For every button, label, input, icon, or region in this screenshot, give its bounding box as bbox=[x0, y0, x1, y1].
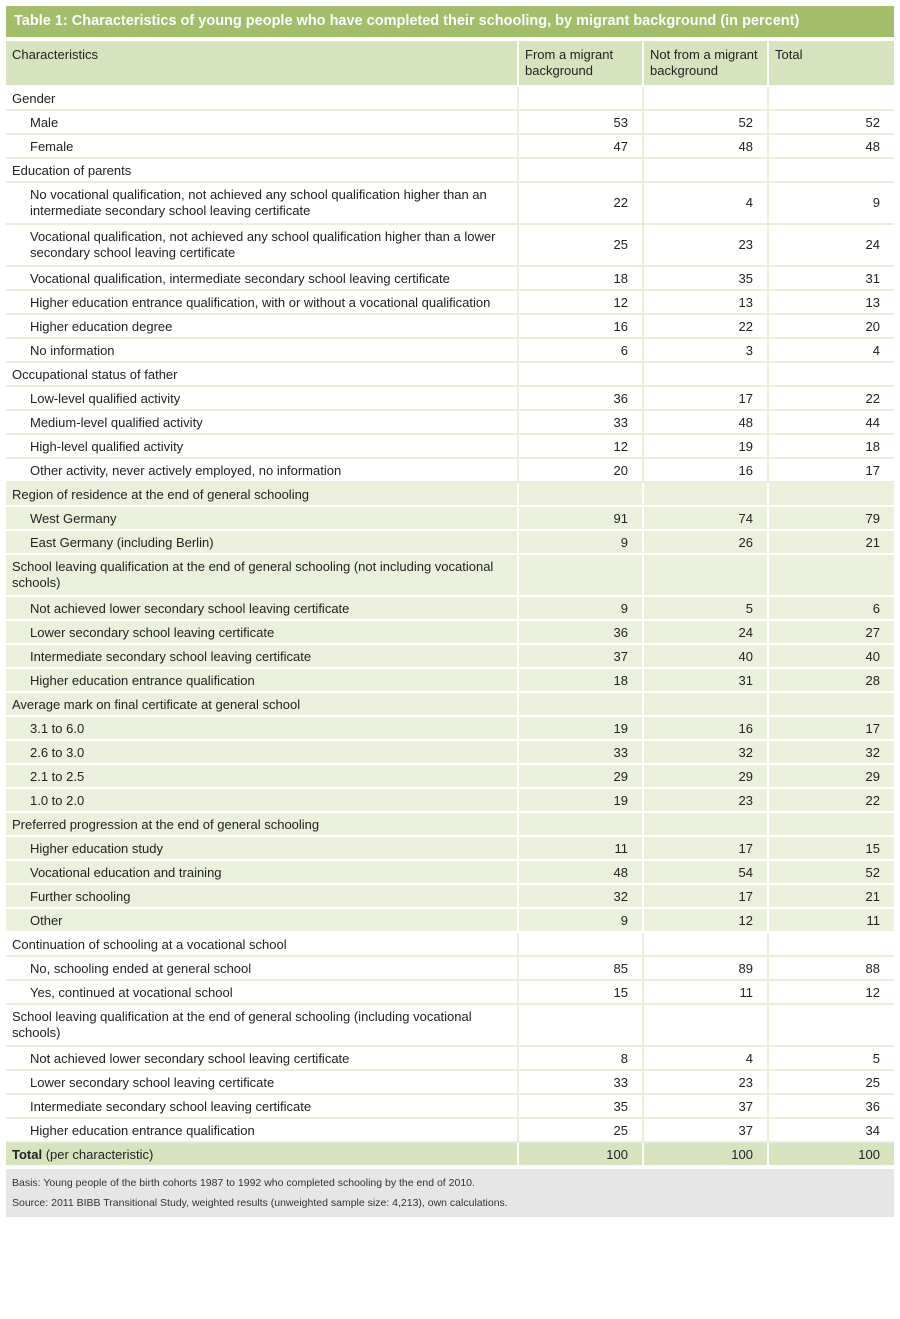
value-total: 52 bbox=[769, 861, 894, 885]
table-row bbox=[6, 459, 894, 483]
row-label: Female bbox=[6, 135, 519, 159]
table-row bbox=[6, 957, 894, 981]
value-total: 31 bbox=[769, 267, 894, 291]
value-non-migrant: 35 bbox=[644, 267, 769, 291]
value-total: 36 bbox=[769, 1095, 894, 1119]
value-migrant bbox=[519, 87, 644, 111]
value-migrant: 25 bbox=[519, 1119, 644, 1143]
value-non-migrant: 23 bbox=[644, 1071, 769, 1095]
table-row bbox=[6, 597, 894, 621]
total-migrant: 100 bbox=[519, 1143, 644, 1167]
value-total: 15 bbox=[769, 837, 894, 861]
value-migrant: 8 bbox=[519, 1047, 644, 1071]
value-migrant: 85 bbox=[519, 957, 644, 981]
value-total: 34 bbox=[769, 1119, 894, 1143]
total-total: 100 bbox=[769, 1143, 894, 1167]
value-total: 17 bbox=[769, 459, 894, 483]
value-migrant: 48 bbox=[519, 861, 644, 885]
value-non-migrant: 52 bbox=[644, 111, 769, 135]
row-label: Medium-level qualified activity bbox=[6, 411, 519, 435]
value-non-migrant: 3 bbox=[644, 339, 769, 363]
row-label: Further schooling bbox=[6, 885, 519, 909]
value-total: 21 bbox=[769, 531, 894, 555]
value-non-migrant: 32 bbox=[644, 741, 769, 765]
table-row bbox=[6, 1071, 894, 1095]
value-non-migrant: 24 bbox=[644, 621, 769, 645]
value-total: 22 bbox=[769, 789, 894, 813]
value-migrant: 16 bbox=[519, 315, 644, 339]
value-migrant bbox=[519, 1005, 644, 1047]
row-label: Yes, continued at vocational school bbox=[6, 981, 519, 1005]
row-label: 3.1 to 6.0 bbox=[6, 717, 519, 741]
total-non-migrant: 100 bbox=[644, 1143, 769, 1167]
value-non-migrant bbox=[644, 159, 769, 183]
value-non-migrant: 31 bbox=[644, 669, 769, 693]
group-row bbox=[6, 363, 894, 387]
value-migrant: 9 bbox=[519, 597, 644, 621]
header-characteristics: Characteristics bbox=[6, 41, 519, 87]
table-row bbox=[6, 861, 894, 885]
value-non-migrant: 4 bbox=[644, 1047, 769, 1071]
table-row bbox=[6, 645, 894, 669]
value-migrant: 25 bbox=[519, 225, 644, 267]
table-row bbox=[6, 621, 894, 645]
row-label: Higher education entrance qualification bbox=[6, 1119, 519, 1143]
group-label: Continuation of schooling at a vocational school bbox=[6, 933, 519, 957]
value-non-migrant: 17 bbox=[644, 387, 769, 411]
value-non-migrant: 48 bbox=[644, 135, 769, 159]
value-non-migrant bbox=[644, 483, 769, 507]
value-non-migrant bbox=[644, 693, 769, 717]
value-non-migrant: 19 bbox=[644, 435, 769, 459]
value-non-migrant: 37 bbox=[644, 1095, 769, 1119]
value-total: 17 bbox=[769, 717, 894, 741]
value-non-migrant bbox=[644, 87, 769, 111]
characteristics-table bbox=[6, 41, 894, 1167]
table-row bbox=[6, 435, 894, 459]
table-title: Table 1: Characteristics of young people who have completed their schooling, by migrant background (in percent) bbox=[6, 6, 894, 37]
header-total: Total bbox=[769, 41, 894, 87]
value-migrant: 12 bbox=[519, 435, 644, 459]
value-non-migrant: 17 bbox=[644, 837, 769, 861]
table-row bbox=[6, 789, 894, 813]
value-total bbox=[769, 813, 894, 837]
row-label: Vocational qualification, not achieved any school qualification higher than a lower secondary school leaving certificate bbox=[6, 225, 519, 267]
value-total: 27 bbox=[769, 621, 894, 645]
value-migrant: 9 bbox=[519, 909, 644, 933]
value-migrant: 33 bbox=[519, 411, 644, 435]
value-total: 29 bbox=[769, 765, 894, 789]
value-total bbox=[769, 1005, 894, 1047]
group-label: Preferred progression at the end of general schooling bbox=[6, 813, 519, 837]
value-migrant: 11 bbox=[519, 837, 644, 861]
value-migrant: 33 bbox=[519, 1071, 644, 1095]
table-row bbox=[6, 837, 894, 861]
header-migrant: From a migrant background bbox=[519, 41, 644, 87]
total-label bbox=[6, 1143, 519, 1167]
note-basis: Basis: Young people of the birth cohorts 1987 to 1992 who completed schooling by the end of 2010. bbox=[12, 1177, 475, 1189]
value-total: 21 bbox=[769, 885, 894, 909]
table-row bbox=[6, 507, 894, 531]
value-migrant bbox=[519, 483, 644, 507]
value-non-migrant: 23 bbox=[644, 225, 769, 267]
group-label: Gender bbox=[6, 87, 519, 111]
value-total: 88 bbox=[769, 957, 894, 981]
value-total: 40 bbox=[769, 645, 894, 669]
row-label: 1.0 to 2.0 bbox=[6, 789, 519, 813]
value-non-migrant: 74 bbox=[644, 507, 769, 531]
table-row bbox=[6, 909, 894, 933]
value-total bbox=[769, 87, 894, 111]
value-migrant bbox=[519, 555, 644, 597]
row-label: Vocational education and training bbox=[6, 861, 519, 885]
value-total: 79 bbox=[769, 507, 894, 531]
table-row bbox=[6, 885, 894, 909]
value-migrant bbox=[519, 159, 644, 183]
value-migrant bbox=[519, 363, 644, 387]
row-label: Lower secondary school leaving certificate bbox=[6, 621, 519, 645]
value-total bbox=[769, 363, 894, 387]
value-total: 13 bbox=[769, 291, 894, 315]
value-non-migrant: 11 bbox=[644, 981, 769, 1005]
table-row bbox=[6, 669, 894, 693]
row-label: Higher education study bbox=[6, 837, 519, 861]
table-row bbox=[6, 291, 894, 315]
row-label: Intermediate secondary school leaving certificate bbox=[6, 645, 519, 669]
group-row bbox=[6, 933, 894, 957]
value-non-migrant: 17 bbox=[644, 885, 769, 909]
row-label: Not achieved lower secondary school leaving certificate bbox=[6, 1047, 519, 1071]
table-row bbox=[6, 531, 894, 555]
value-non-migrant: 5 bbox=[644, 597, 769, 621]
value-total: 18 bbox=[769, 435, 894, 459]
table-row bbox=[6, 717, 894, 741]
total-label-rest: (per characteristic) bbox=[42, 1146, 154, 1162]
value-non-migrant: 37 bbox=[644, 1119, 769, 1143]
table-row bbox=[6, 183, 894, 225]
row-label: Male bbox=[6, 111, 519, 135]
table-row bbox=[6, 411, 894, 435]
table-body bbox=[6, 87, 894, 1143]
group-label: Region of residence at the end of general schooling bbox=[6, 483, 519, 507]
value-total: 25 bbox=[769, 1071, 894, 1095]
row-label: Not achieved lower secondary school leaving certificate bbox=[6, 597, 519, 621]
table-row bbox=[6, 981, 894, 1005]
header-non-migrant: Not from a migrant background bbox=[644, 41, 769, 87]
table-row bbox=[6, 315, 894, 339]
group-row bbox=[6, 1005, 894, 1047]
group-label: Occupational status of father bbox=[6, 363, 519, 387]
value-total bbox=[769, 483, 894, 507]
value-non-migrant: 23 bbox=[644, 789, 769, 813]
group-label: School leaving qualification at the end of general schooling (including vocational schools) bbox=[6, 1005, 519, 1047]
value-migrant bbox=[519, 693, 644, 717]
row-label: Low-level qualified activity bbox=[6, 387, 519, 411]
group-row bbox=[6, 693, 894, 717]
value-total: 32 bbox=[769, 741, 894, 765]
value-total: 44 bbox=[769, 411, 894, 435]
table-row bbox=[6, 741, 894, 765]
table-notes bbox=[6, 1169, 894, 1217]
table-row bbox=[6, 267, 894, 291]
value-migrant: 53 bbox=[519, 111, 644, 135]
group-row bbox=[6, 555, 894, 597]
value-total: 24 bbox=[769, 225, 894, 267]
value-migrant: 33 bbox=[519, 741, 644, 765]
group-label: Education of parents bbox=[6, 159, 519, 183]
table-row bbox=[6, 765, 894, 789]
value-migrant bbox=[519, 813, 644, 837]
group-row bbox=[6, 159, 894, 183]
value-migrant: 19 bbox=[519, 789, 644, 813]
row-label: Other activity, never actively employed, no information bbox=[6, 459, 519, 483]
row-label: 2.6 to 3.0 bbox=[6, 741, 519, 765]
table-row bbox=[6, 1119, 894, 1143]
value-total: 20 bbox=[769, 315, 894, 339]
value-migrant: 47 bbox=[519, 135, 644, 159]
value-non-migrant bbox=[644, 363, 769, 387]
value-total: 28 bbox=[769, 669, 894, 693]
row-label: High-level qualified activity bbox=[6, 435, 519, 459]
table-row bbox=[6, 339, 894, 363]
row-label: Intermediate secondary school leaving certificate bbox=[6, 1095, 519, 1119]
value-migrant: 32 bbox=[519, 885, 644, 909]
row-label: 2.1 to 2.5 bbox=[6, 765, 519, 789]
value-migrant: 9 bbox=[519, 531, 644, 555]
value-migrant: 36 bbox=[519, 621, 644, 645]
row-label: Vocational qualification, intermediate secondary school leaving certificate bbox=[6, 267, 519, 291]
value-non-migrant: 29 bbox=[644, 765, 769, 789]
value-non-migrant: 12 bbox=[644, 909, 769, 933]
row-label: Higher education degree bbox=[6, 315, 519, 339]
row-label: Higher education entrance qualification bbox=[6, 669, 519, 693]
value-non-migrant bbox=[644, 933, 769, 957]
table-row bbox=[6, 225, 894, 267]
value-non-migrant: 48 bbox=[644, 411, 769, 435]
value-total: 4 bbox=[769, 339, 894, 363]
value-non-migrant: 13 bbox=[644, 291, 769, 315]
header-row bbox=[6, 41, 894, 87]
value-non-migrant bbox=[644, 1005, 769, 1047]
value-non-migrant: 40 bbox=[644, 645, 769, 669]
value-migrant: 37 bbox=[519, 645, 644, 669]
value-total: 12 bbox=[769, 981, 894, 1005]
table-row bbox=[6, 111, 894, 135]
value-migrant: 19 bbox=[519, 717, 644, 741]
value-total bbox=[769, 159, 894, 183]
value-non-migrant bbox=[644, 555, 769, 597]
value-migrant: 12 bbox=[519, 291, 644, 315]
value-total: 5 bbox=[769, 1047, 894, 1071]
value-total: 9 bbox=[769, 183, 894, 225]
row-label: Higher education entrance qualification, with or without a vocational qualification bbox=[6, 291, 519, 315]
row-label: No vocational qualification, not achieved any school qualification higher than an intermediate secondary school leaving certificate bbox=[6, 183, 519, 225]
value-non-migrant: 16 bbox=[644, 717, 769, 741]
note-source: Source: 2011 BIBB Transitional Study, weighted results (unweighted sample size: 4,213), own calculations. bbox=[12, 1197, 508, 1209]
group-label: School leaving qualification at the end of general schooling (not including vocational schools) bbox=[6, 555, 519, 597]
table-row bbox=[6, 1047, 894, 1071]
value-migrant bbox=[519, 933, 644, 957]
value-migrant: 36 bbox=[519, 387, 644, 411]
value-non-migrant: 16 bbox=[644, 459, 769, 483]
table-container bbox=[6, 6, 894, 1217]
group-row bbox=[6, 813, 894, 837]
value-non-migrant: 22 bbox=[644, 315, 769, 339]
group-row bbox=[6, 483, 894, 507]
value-migrant: 18 bbox=[519, 669, 644, 693]
table-row bbox=[6, 1095, 894, 1119]
row-label: No information bbox=[6, 339, 519, 363]
value-migrant: 18 bbox=[519, 267, 644, 291]
value-total bbox=[769, 933, 894, 957]
total-label-bold: Total bbox=[12, 1146, 43, 1162]
value-total: 11 bbox=[769, 909, 894, 933]
value-total bbox=[769, 693, 894, 717]
value-total: 48 bbox=[769, 135, 894, 159]
value-non-migrant: 54 bbox=[644, 861, 769, 885]
value-migrant: 35 bbox=[519, 1095, 644, 1119]
value-non-migrant: 26 bbox=[644, 531, 769, 555]
value-migrant: 29 bbox=[519, 765, 644, 789]
row-label: East Germany (including Berlin) bbox=[6, 531, 519, 555]
total-row bbox=[6, 1143, 894, 1167]
row-label: Lower secondary school leaving certificate bbox=[6, 1071, 519, 1095]
value-total: 22 bbox=[769, 387, 894, 411]
value-non-migrant bbox=[644, 813, 769, 837]
table-row bbox=[6, 387, 894, 411]
value-migrant: 15 bbox=[519, 981, 644, 1005]
group-label: Average mark on final certificate at general school bbox=[6, 693, 519, 717]
value-non-migrant: 4 bbox=[644, 183, 769, 225]
row-label: No, schooling ended at general school bbox=[6, 957, 519, 981]
value-migrant: 22 bbox=[519, 183, 644, 225]
value-non-migrant: 89 bbox=[644, 957, 769, 981]
value-total: 52 bbox=[769, 111, 894, 135]
group-row bbox=[6, 87, 894, 111]
table-row bbox=[6, 135, 894, 159]
value-migrant: 20 bbox=[519, 459, 644, 483]
row-label: West Germany bbox=[6, 507, 519, 531]
value-migrant: 6 bbox=[519, 339, 644, 363]
value-migrant: 91 bbox=[519, 507, 644, 531]
value-total bbox=[769, 555, 894, 597]
row-label: Other bbox=[6, 909, 519, 933]
value-total: 6 bbox=[769, 597, 894, 621]
